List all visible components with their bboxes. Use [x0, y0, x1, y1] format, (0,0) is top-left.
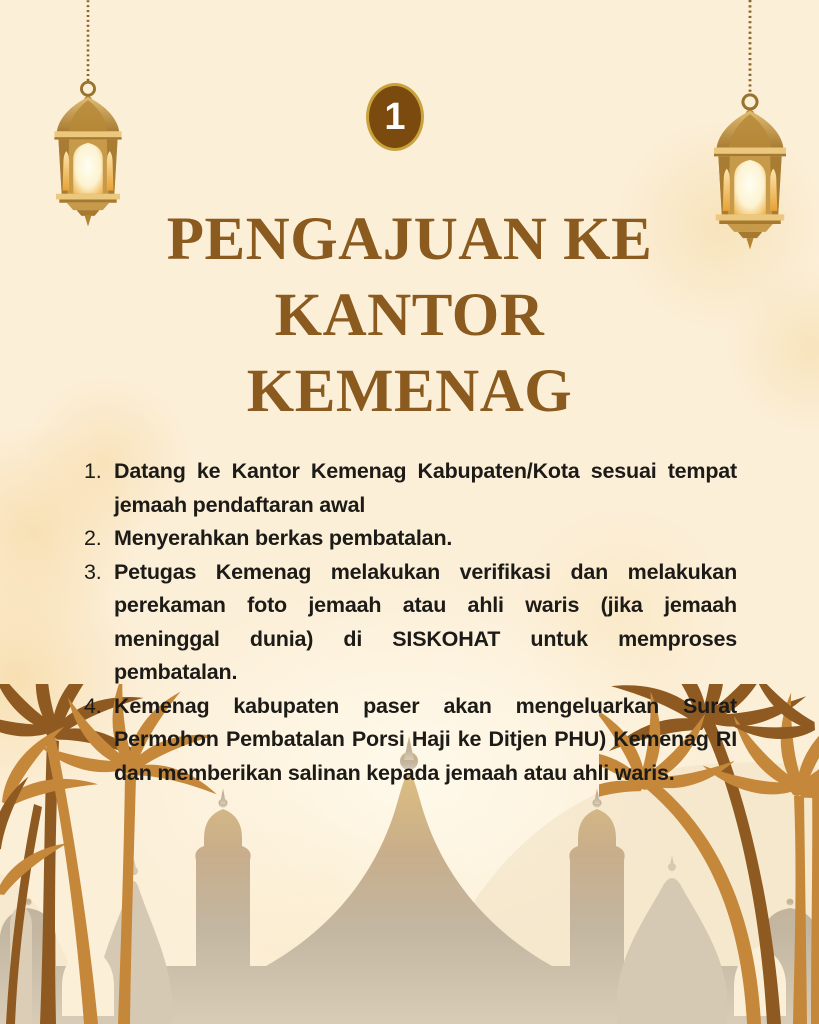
list-item — [84, 522, 737, 556]
list-item — [84, 455, 737, 522]
list-item-number: 2. — [84, 526, 102, 550]
steps-list — [84, 455, 737, 790]
page-title — [0, 202, 819, 430]
title-line-3: KEMENAG — [246, 358, 573, 425]
list-item-number: 1. — [84, 459, 102, 483]
list-item-text: Petugas Kemenag melakukan verifikasi dan melakukan perekaman foto jemaah atau ahli waris (jika jemaah meninggal dunia) di SISKOHAT untuk memproses pembatalan. — [114, 559, 737, 684]
step-number: 1 — [384, 96, 406, 138]
title-line-1: PENGAJUAN KE — [166, 206, 653, 273]
step-number-badge — [366, 83, 424, 151]
list-item-number: 4. — [84, 693, 102, 718]
list-item-text: Datang ke Kantor Kemenag Kabupaten/Kota sesuai tempat jemaah pendaftaran awal — [114, 459, 737, 517]
list-item — [84, 556, 737, 690]
list-item-text: Kemenag kabupaten paser akan mengeluarkan Surat Permohon Pembatalan Porsi Haji ke Ditjen PHU) Kemenag RI dan memberikan salinan kepada jemaah atau ahli waris. — [114, 693, 737, 785]
list-item — [84, 690, 737, 791]
title-line-2: KANTOR — [274, 282, 545, 349]
list-item-text: Menyerahkan berkas pembatalan. — [114, 526, 453, 550]
list-item-number: 3. — [84, 559, 102, 584]
hanging-lantern-icon — [47, 0, 129, 230]
